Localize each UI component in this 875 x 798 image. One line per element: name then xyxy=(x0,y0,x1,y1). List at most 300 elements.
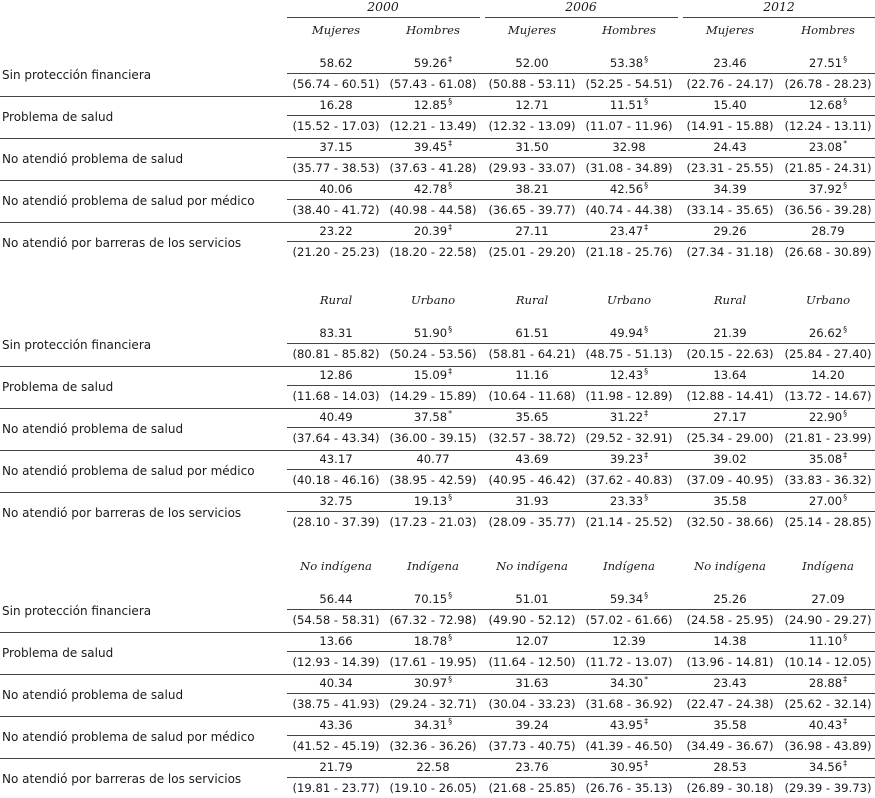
confidence-interval: (24.90 - 29.27) xyxy=(784,613,872,627)
value: 52.00 xyxy=(515,56,549,70)
value-cell xyxy=(780,368,875,382)
confidence-interval: (27.34 - 31.18) xyxy=(686,245,774,259)
significance-mark: § xyxy=(644,55,649,64)
row-mid-rule xyxy=(287,241,875,242)
confidence-interval: (34.49 - 36.67) xyxy=(686,739,774,753)
confidence-interval: (29.93 - 33.07) xyxy=(488,161,576,175)
confidence-interval: (37.62 - 40.83) xyxy=(585,473,673,487)
value: 35.58 xyxy=(713,494,747,508)
value: 43.36 xyxy=(319,718,353,732)
value-cell xyxy=(385,326,481,342)
row-label: No atendió por barreras de los servicios xyxy=(2,236,242,250)
row-rule xyxy=(0,408,875,409)
value-cell xyxy=(780,494,875,510)
confidence-interval: (37.09 - 40.95) xyxy=(686,473,774,487)
value: 43.17 xyxy=(319,452,353,466)
value-cell xyxy=(288,494,384,508)
value-cell xyxy=(484,676,580,690)
value: 31.50 xyxy=(515,140,549,154)
confidence-interval: (48.75 - 51.13) xyxy=(585,347,673,361)
value-cell xyxy=(288,326,384,340)
confidence-interval: (49.90 - 52.12) xyxy=(488,613,576,627)
value: 20.39 xyxy=(413,224,448,238)
confidence-interval: (21.68 - 25.85) xyxy=(488,781,576,795)
value: 40.34 xyxy=(319,676,353,690)
value-cell xyxy=(780,452,875,468)
value: 26.62 xyxy=(808,326,843,340)
group-subheader: Rural xyxy=(515,293,549,307)
confidence-interval: (58.81 - 64.21) xyxy=(488,347,576,361)
value-cell xyxy=(288,224,384,238)
value: 40.43 xyxy=(808,718,843,732)
value-cell xyxy=(288,452,384,466)
confidence-interval: (38.40 - 41.72) xyxy=(292,203,380,217)
group-subheader: Hombres xyxy=(406,23,460,37)
confidence-interval: (29.24 - 32.71) xyxy=(389,697,477,711)
row-label: Problema de salud xyxy=(2,380,114,394)
significance-mark: § xyxy=(843,97,848,106)
value-cell xyxy=(682,452,778,466)
value: 34.39 xyxy=(713,182,747,196)
significance-mark: § xyxy=(843,181,848,190)
row-label: Problema de salud xyxy=(2,646,114,660)
significance-mark: § xyxy=(843,633,848,642)
row-mid-rule xyxy=(287,343,875,344)
group-subheader: Rural xyxy=(713,293,747,307)
significance-mark: ‡ xyxy=(644,409,649,418)
row-mid-rule xyxy=(287,73,875,74)
row-mid-rule xyxy=(287,693,875,694)
value-cell xyxy=(288,718,384,732)
row-mid-rule xyxy=(287,651,875,652)
group-subheader: Rural xyxy=(319,293,353,307)
significance-mark: § xyxy=(448,717,453,726)
value: 27.51 xyxy=(808,56,843,70)
value-cell xyxy=(385,452,481,466)
confidence-interval: (21.18 - 25.76) xyxy=(585,245,673,259)
value: 59.34 xyxy=(609,592,644,606)
value-cell xyxy=(484,760,580,774)
significance-mark: § xyxy=(448,181,453,190)
confidence-interval: (32.57 - 38.72) xyxy=(488,431,576,445)
value: 27.17 xyxy=(713,410,747,424)
value-cell xyxy=(484,410,580,424)
group-subheader: Urbano xyxy=(606,293,652,307)
value-cell xyxy=(581,494,677,510)
confidence-interval: (41.39 - 46.50) xyxy=(585,739,673,753)
value-cell xyxy=(288,56,384,70)
value: 12.86 xyxy=(319,368,353,382)
significance-mark: § xyxy=(448,675,453,684)
confidence-interval: (13.72 - 14.67) xyxy=(784,389,872,403)
value-cell xyxy=(780,676,875,692)
row-rule xyxy=(0,492,875,493)
value: 37.58 xyxy=(413,410,448,424)
value-cell xyxy=(682,56,778,70)
significance-mark: * xyxy=(448,409,453,418)
value-cell xyxy=(581,326,677,342)
value-cell xyxy=(385,182,481,198)
confidence-interval: (22.76 - 24.17) xyxy=(686,77,774,91)
value: 27.09 xyxy=(811,592,845,606)
year-header: 2006 xyxy=(565,0,597,14)
value-cell xyxy=(288,634,384,648)
significance-mark: § xyxy=(843,325,848,334)
confidence-interval: (36.00 - 39.15) xyxy=(389,431,477,445)
value: 21.79 xyxy=(319,760,353,774)
value: 42.56 xyxy=(609,182,644,196)
confidence-interval: (36.98 - 43.89) xyxy=(784,739,872,753)
confidence-interval: (38.95 - 42.59) xyxy=(389,473,477,487)
value: 22.58 xyxy=(416,760,450,774)
value-cell xyxy=(682,634,778,648)
group-subheader: Urbano xyxy=(410,293,456,307)
confidence-interval: (14.91 - 15.88) xyxy=(686,119,774,133)
group-subheader: Urbano xyxy=(805,293,851,307)
value-cell xyxy=(385,98,481,114)
confidence-interval: (20.15 - 22.63) xyxy=(686,347,774,361)
value: 24.43 xyxy=(713,140,747,154)
value: 37.92 xyxy=(808,182,843,196)
value-cell xyxy=(385,410,481,426)
group-subheader: Mujeres xyxy=(311,23,361,37)
confidence-interval: (12.93 - 14.39) xyxy=(292,655,380,669)
value: 43.69 xyxy=(515,452,549,466)
value: 18.78 xyxy=(413,634,448,648)
value: 51.01 xyxy=(515,592,549,606)
value-cell xyxy=(780,224,875,238)
confidence-interval: (17.23 - 21.03) xyxy=(389,515,477,529)
value: 32.98 xyxy=(612,140,646,154)
value-cell xyxy=(682,494,778,508)
value-cell xyxy=(484,98,580,112)
row-mid-rule xyxy=(287,511,875,512)
value-cell xyxy=(581,224,677,240)
group-subheader: No indígena xyxy=(496,559,568,573)
value-cell xyxy=(780,760,875,776)
value-cell xyxy=(682,592,778,606)
value-cell xyxy=(484,494,580,508)
confidence-interval: (37.64 - 43.34) xyxy=(292,431,380,445)
row-rule xyxy=(0,222,875,223)
confidence-interval: (41.52 - 45.19) xyxy=(292,739,380,753)
confidence-interval: (37.63 - 41.28) xyxy=(389,161,477,175)
confidence-interval: (50.88 - 53.11) xyxy=(488,77,576,91)
significance-mark: ‡ xyxy=(843,717,848,726)
row-label: No atendió problema de salud xyxy=(2,688,184,702)
confidence-interval: (12.88 - 14.41) xyxy=(686,389,774,403)
value: 34.31 xyxy=(413,718,448,732)
significance-mark: § xyxy=(448,325,453,334)
significance-mark: ‡ xyxy=(644,451,649,460)
confidence-interval: (21.81 - 23.99) xyxy=(784,431,872,445)
value-cell xyxy=(780,592,875,606)
confidence-interval: (25.34 - 29.00) xyxy=(686,431,774,445)
value: 12.07 xyxy=(515,634,549,648)
confidence-interval: (11.68 - 14.03) xyxy=(292,389,380,403)
confidence-interval: (33.14 - 35.65) xyxy=(686,203,774,217)
confidence-interval: (26.68 - 30.89) xyxy=(784,245,872,259)
confidence-interval: (57.02 - 61.66) xyxy=(585,613,673,627)
row-rule xyxy=(0,758,875,759)
value: 40.06 xyxy=(319,182,353,196)
value: 28.79 xyxy=(811,224,845,238)
value: 22.90 xyxy=(808,410,843,424)
row-label: Problema de salud xyxy=(2,110,114,124)
confidence-interval: (21.14 - 25.52) xyxy=(585,515,673,529)
year-header: 2000 xyxy=(367,0,399,14)
value: 13.66 xyxy=(319,634,353,648)
value-cell xyxy=(682,760,778,774)
value: 38.21 xyxy=(515,182,549,196)
row-label: Sin protección financiera xyxy=(2,68,152,82)
significance-mark: § xyxy=(843,493,848,502)
row-rule xyxy=(0,632,875,633)
significance-mark: ‡ xyxy=(644,759,649,768)
significance-mark: § xyxy=(644,367,649,376)
group-subheader: Indígena xyxy=(407,559,459,573)
value-cell xyxy=(581,368,677,384)
confidence-interval: (40.18 - 46.16) xyxy=(292,473,380,487)
value-cell xyxy=(385,676,481,692)
significance-mark: ‡ xyxy=(843,675,848,684)
value-cell xyxy=(682,326,778,340)
value-cell xyxy=(385,224,481,240)
value-cell xyxy=(484,326,580,340)
row-mid-rule xyxy=(287,199,875,200)
value-cell xyxy=(385,634,481,650)
significance-mark: ‡ xyxy=(644,223,649,232)
value: 25.26 xyxy=(713,592,747,606)
value: 27.11 xyxy=(515,224,549,238)
value-cell xyxy=(682,224,778,238)
confidence-interval: (28.09 - 35.77) xyxy=(488,515,576,529)
value-cell xyxy=(682,140,778,154)
value: 37.15 xyxy=(319,140,353,154)
confidence-interval: (11.07 - 11.96) xyxy=(585,119,673,133)
value: 28.88 xyxy=(808,676,843,690)
confidence-interval: (26.89 - 30.18) xyxy=(686,781,774,795)
value-cell xyxy=(581,140,677,154)
confidence-interval: (25.62 - 32.14) xyxy=(784,697,872,711)
row-label: No atendió problema de salud por médico xyxy=(2,194,255,208)
confidence-interval: (32.50 - 38.66) xyxy=(686,515,774,529)
confidence-interval: (56.74 - 60.51) xyxy=(292,77,380,91)
confidence-interval: (18.20 - 22.58) xyxy=(389,245,477,259)
value-cell xyxy=(682,410,778,424)
significance-mark: § xyxy=(644,181,649,190)
confidence-interval: (25.01 - 29.20) xyxy=(488,245,576,259)
confidence-interval: (11.72 - 13.07) xyxy=(585,655,673,669)
group-subheader: Hombres xyxy=(801,23,855,37)
value-cell xyxy=(484,56,580,70)
significance-mark: ‡ xyxy=(843,759,848,768)
value-cell xyxy=(288,760,384,774)
value: 39.24 xyxy=(515,718,549,732)
row-rule xyxy=(0,674,875,675)
row-mid-rule xyxy=(287,735,875,736)
significance-mark: ‡ xyxy=(843,451,848,460)
value: 23.47 xyxy=(609,224,644,238)
confidence-interval: (40.95 - 46.42) xyxy=(488,473,576,487)
significance-mark: § xyxy=(644,97,649,106)
confidence-interval: (54.58 - 58.31) xyxy=(292,613,380,627)
value-cell xyxy=(682,182,778,196)
row-label: Sin protección financiera xyxy=(2,604,152,618)
value: 23.46 xyxy=(713,56,747,70)
value: 40.77 xyxy=(416,452,450,466)
confidence-interval: (10.14 - 12.05) xyxy=(784,655,872,669)
confidence-interval: (29.39 - 39.73) xyxy=(784,781,872,795)
year-underline xyxy=(683,17,875,18)
confidence-interval: (19.10 - 26.05) xyxy=(389,781,477,795)
row-rule xyxy=(0,96,875,97)
confidence-interval: (10.64 - 11.68) xyxy=(488,389,576,403)
value-cell xyxy=(682,98,778,112)
value: 27.00 xyxy=(808,494,843,508)
value-cell xyxy=(682,676,778,690)
confidence-interval: (25.84 - 27.40) xyxy=(784,347,872,361)
row-mid-rule xyxy=(287,469,875,470)
value: 40.49 xyxy=(319,410,353,424)
value-cell xyxy=(780,718,875,734)
confidence-interval: (35.77 - 38.53) xyxy=(292,161,380,175)
confidence-interval: (31.68 - 36.92) xyxy=(585,697,673,711)
significance-mark: * xyxy=(843,139,848,148)
row-rule xyxy=(0,180,875,181)
confidence-interval: (12.24 - 13.11) xyxy=(784,119,872,133)
row-label: No atendió problema de salud xyxy=(2,152,184,166)
value-cell xyxy=(780,56,875,72)
value-cell xyxy=(484,368,580,382)
confidence-interval: (13.96 - 14.81) xyxy=(686,655,774,669)
value-cell xyxy=(385,56,481,72)
significance-mark: § xyxy=(448,493,453,502)
value: 23.22 xyxy=(319,224,353,238)
value: 53.38 xyxy=(609,56,644,70)
group-subheader: No indígena xyxy=(300,559,372,573)
value-cell xyxy=(581,634,677,648)
confidence-interval: (36.65 - 39.77) xyxy=(488,203,576,217)
confidence-interval: (26.76 - 35.13) xyxy=(585,781,673,795)
value-cell xyxy=(288,410,384,424)
value: 31.22 xyxy=(609,410,644,424)
value: 15.40 xyxy=(713,98,747,112)
significance-mark: ‡ xyxy=(448,55,453,64)
value: 12.68 xyxy=(808,98,843,112)
row-mid-rule xyxy=(287,385,875,386)
confidence-interval: (30.04 - 33.23) xyxy=(488,697,576,711)
value-cell xyxy=(385,718,481,734)
value-cell xyxy=(780,182,875,198)
value-cell xyxy=(385,592,481,608)
value: 23.76 xyxy=(515,760,549,774)
value: 14.38 xyxy=(713,634,747,648)
value: 34.56 xyxy=(808,760,843,774)
value-cell xyxy=(780,326,875,342)
value: 12.39 xyxy=(612,634,646,648)
confidence-interval: (29.52 - 32.91) xyxy=(585,431,673,445)
significance-mark: ‡ xyxy=(448,139,453,148)
row-rule xyxy=(0,138,875,139)
value-cell xyxy=(581,592,677,608)
value: 39.23 xyxy=(609,452,644,466)
group-subheader: Mujeres xyxy=(507,23,557,37)
confidence-interval: (25.14 - 28.85) xyxy=(784,515,872,529)
value: 28.53 xyxy=(713,760,747,774)
value-cell xyxy=(581,760,677,776)
year-header: 2012 xyxy=(763,0,795,14)
significance-mark: § xyxy=(448,633,453,642)
confidence-interval: (12.32 - 13.09) xyxy=(488,119,576,133)
value: 14.20 xyxy=(811,368,845,382)
confidence-interval: (80.81 - 85.82) xyxy=(292,347,380,361)
significance-mark: § xyxy=(644,325,649,334)
value: 34.30 xyxy=(609,676,644,690)
value-cell xyxy=(385,494,481,510)
value: 23.33 xyxy=(609,494,644,508)
confidence-interval: (21.20 - 25.23) xyxy=(292,245,380,259)
significance-mark: § xyxy=(843,55,848,64)
row-label: No atendió por barreras de los servicios xyxy=(2,772,242,786)
confidence-interval: (28.10 - 37.39) xyxy=(292,515,380,529)
row-rule xyxy=(0,450,875,451)
confidence-interval: (50.24 - 53.56) xyxy=(389,347,477,361)
confidence-interval: (52.25 - 54.51) xyxy=(585,77,673,91)
value-cell xyxy=(288,98,384,112)
value-cell xyxy=(484,452,580,466)
value: 12.71 xyxy=(515,98,549,112)
confidence-interval: (57.43 - 61.08) xyxy=(389,77,477,91)
significance-mark: ‡ xyxy=(644,717,649,726)
value: 42.78 xyxy=(413,182,448,196)
group-subheader: Mujeres xyxy=(705,23,755,37)
confidence-interval: (31.08 - 34.89) xyxy=(585,161,673,175)
value-cell xyxy=(484,634,580,648)
value-cell xyxy=(581,410,677,426)
confidence-interval: (40.98 - 44.58) xyxy=(389,203,477,217)
confidence-interval: (21.85 - 24.31) xyxy=(784,161,872,175)
row-mid-rule xyxy=(287,427,875,428)
row-mid-rule xyxy=(287,609,875,610)
value-cell xyxy=(484,592,580,606)
value-cell xyxy=(385,140,481,156)
confidence-interval: (14.29 - 15.89) xyxy=(389,389,477,403)
value: 59.26 xyxy=(413,56,448,70)
value: 61.51 xyxy=(515,326,549,340)
confidence-interval: (22.47 - 24.38) xyxy=(686,697,774,711)
significance-mark: * xyxy=(644,675,649,684)
value-cell xyxy=(581,452,677,468)
value: 43.95 xyxy=(609,718,644,732)
confidence-interval: (17.61 - 19.95) xyxy=(389,655,477,669)
value-cell xyxy=(484,224,580,238)
value: 21.39 xyxy=(713,326,747,340)
value-cell xyxy=(288,368,384,382)
value-cell xyxy=(780,140,875,156)
year-underline xyxy=(485,17,678,18)
row-label: Sin protección financiera xyxy=(2,338,152,352)
group-subheader: Hombres xyxy=(602,23,656,37)
row-rule xyxy=(0,716,875,717)
value-cell xyxy=(780,410,875,426)
significance-mark: § xyxy=(644,493,649,502)
value: 56.44 xyxy=(319,592,353,606)
value-cell xyxy=(288,182,384,196)
value: 35.65 xyxy=(515,410,549,424)
significance-mark: § xyxy=(843,409,848,418)
value-cell xyxy=(385,368,481,384)
